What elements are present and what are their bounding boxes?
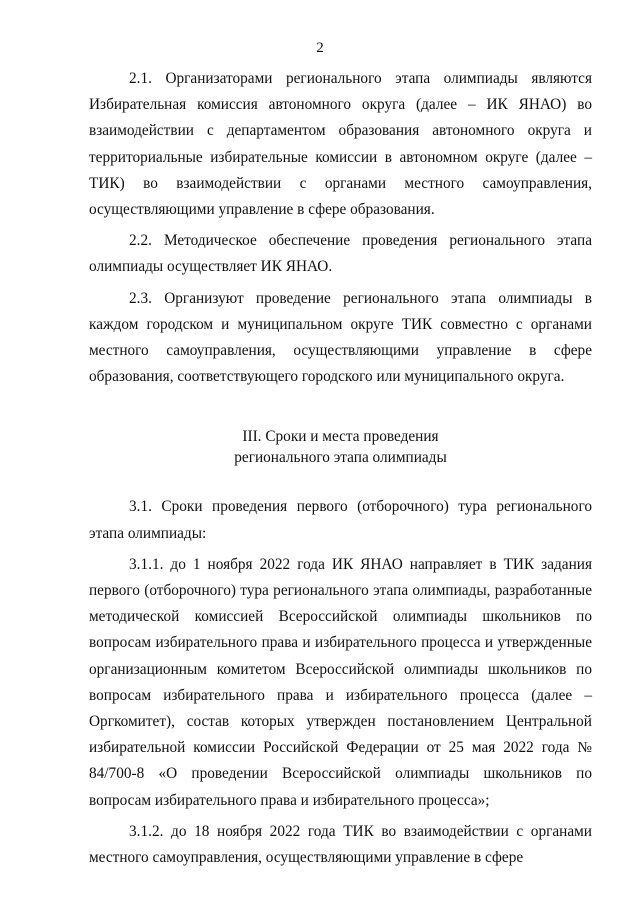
paragraph-3-1: 3.1. Сроки проведения первого (отборочного) тура регионального этапа олимпиады: <box>89 498 592 542</box>
paragraph-3-1-2: 3.1.2. до 18 ноября 2022 года ТИК во взаимодействии с органами местного самоуправления, осуществляющими управление в сфере <box>89 822 592 867</box>
section-heading-line-2: регионального этапа олимпиады <box>234 449 447 467</box>
section-heading <box>89 426 592 468</box>
section-heading-line-1: III. Сроки и места проведения <box>242 428 439 446</box>
paragraph-3-1-1: 3.1.1. до 1 ноября 2022 года ИК ЯНАО направляет в ТИК задания первого (отборочного) тура регионального этапа олимпиады, разработанные методической комиссией Всероссийской олимпиады школьников по вопросам избирательного права и избирательного процесса и утвержденные организационным комитетом Всероссийской олимпиады школьников по вопросам избирательного права и избирательного процесса (далее – Оргкомитет), состав которых утвержден постановлением Центральной избирательной комиссии Российской Федерации от 25 мая 2022 года № 84/700-8 «О проведении Всероссийской олимпиады школьников по вопросам избирательного права и избирательного процесса»; <box>89 555 592 809</box>
document-body <box>89 66 592 871</box>
page-number: 2 <box>316 40 324 56</box>
paragraph-2-1: 2.1. Организаторами регионального этапа олимпиады являются Избирательная комиссия автономного округа (далее – ИК ЯНАО) во взаимодействии с департаментом образования автономного округа и территориальные избирательные комиссии в автономном округе (далее – ТИК) во взаимодействии с органами местного самоуправления, осуществляющими управление в сфере образования. <box>89 70 592 219</box>
paragraph-2-3: 2.3. Организуют проведение регионального этапа олимпиады в каждом городском и муниципальном округе ТИК совместно с органами местного самоуправления, осуществляющими управление в сфере образования, соответствующего городского или муниципального округа. <box>89 289 592 386</box>
paragraph-2-2: 2.2. Методическое обеспечение проведения регионального этапа олимпиады осуществляет ИК ЯНАО. <box>89 232 592 276</box>
